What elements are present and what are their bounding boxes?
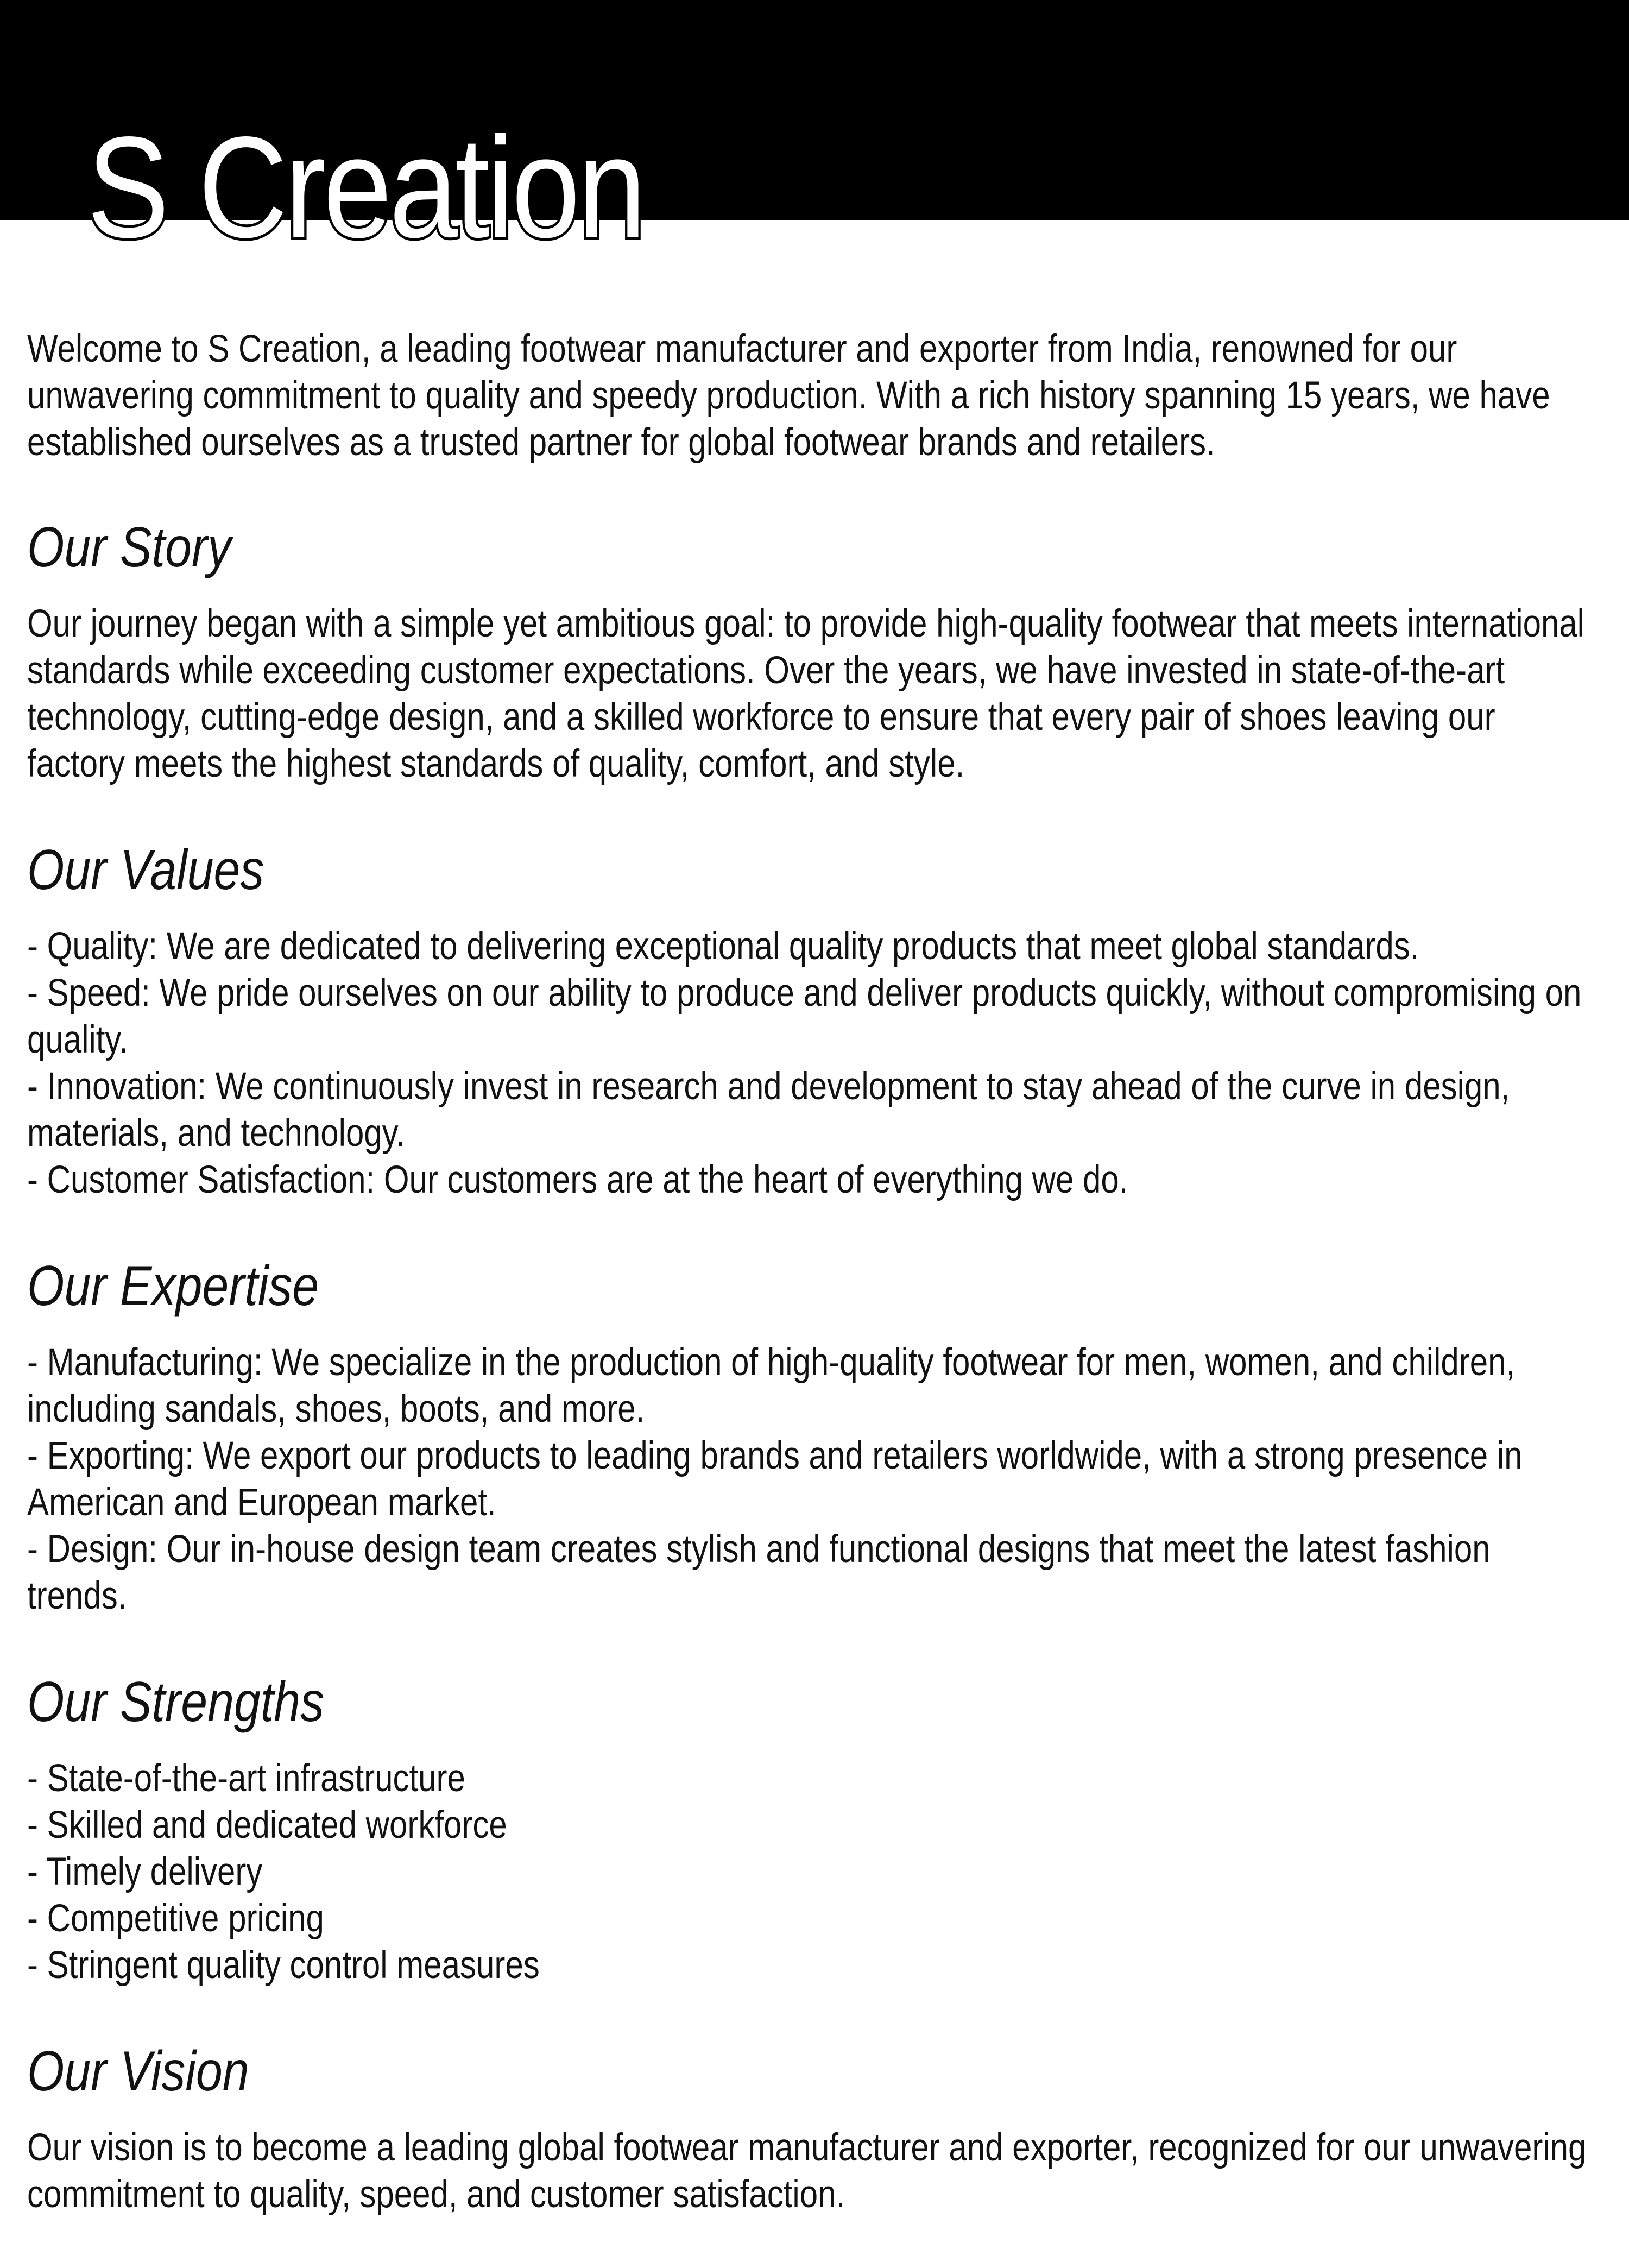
story-paragraph: Our journey began with a simple yet ambitious goal: to provide high-quality footwear that meets international standards while exceeding customer expectations. Over the years, we have invested in state-of-the-art technology, cutting-edge design, and a skilled workforce to ensure that every pair of shoes leaving our factory meets the highest standards of quality, comfort, and style.: [27, 602, 1585, 785]
section-values: [27, 837, 1596, 1204]
intro-paragraph: Welcome to S Creation, a leading footwear manufacturer and exporter from India, renowned for our unwavering commitment to quality and speedy production. With a rich history spanning 15 years, we have established ourselves as a trusted partner for global footwear brands and retailers.: [27, 327, 1550, 464]
vision-paragraph: Our vision is to become a leading global footwear manufacturer and exporter, recognized for our unwavering commitment to quality, speed, and customer satisfaction.: [27, 2126, 1587, 2216]
story-heading: Our Story: [27, 516, 232, 579]
values-item-quality: - Quality: We are dedicated to delivering exceptional quality products that meet global standards.: [27, 925, 1419, 968]
section-expertise: [27, 1253, 1596, 1620]
values-item-speed: - Speed: We pride ourselves on our ability to produce and deliver products quickly, without compromising on quality.: [27, 972, 1582, 1061]
brand-title: S Creation: [87, 107, 644, 268]
content-column: [27, 326, 1596, 2218]
expertise-heading: Our Expertise: [27, 1255, 319, 1318]
strengths-item-workforce: - Skilled and dedicated workforce: [27, 1804, 507, 1847]
values-heading: Our Values: [27, 839, 264, 902]
strengths-heading: Our Strengths: [27, 1671, 325, 1734]
vision-heading: Our Vision: [27, 2040, 249, 2103]
values-item-innovation: - Innovation: We continuously invest in research and development to stay ahead of the curve in design, materials, and technology.: [27, 1065, 1510, 1155]
strengths-item-infrastructure: - State-of-the-art infrastructure: [27, 1757, 465, 1800]
expertise-item-design: - Design: Our in-house design team creates stylish and functional designs that meet the latest fashion trends.: [27, 1528, 1491, 1617]
values-item-customer-satisfaction: - Customer Satisfaction: Our customers are at the heart of everything we do.: [27, 1158, 1128, 1201]
expertise-item-manufacturing: - Manufacturing: We specialize in the production of high-quality footwear for men, women, and children, including sandals, shoes, boots, and more.: [27, 1341, 1516, 1431]
section-story: [27, 515, 1596, 788]
section-strengths: [27, 1670, 1596, 1989]
section-vision: [27, 2039, 1596, 2218]
strengths-item-pricing: - Competitive pricing: [27, 1897, 324, 1940]
content: [27, 326, 1613, 2268]
strengths-item-delivery: - Timely delivery: [27, 1850, 263, 1893]
strengths-item-quality-control: - Stringent quality control measures: [27, 1944, 540, 1987]
expertise-item-exporting: - Exporting: We export our products to leading brands and retailers worldwide, with a strong presence in American and European market.: [27, 1434, 1523, 1524]
